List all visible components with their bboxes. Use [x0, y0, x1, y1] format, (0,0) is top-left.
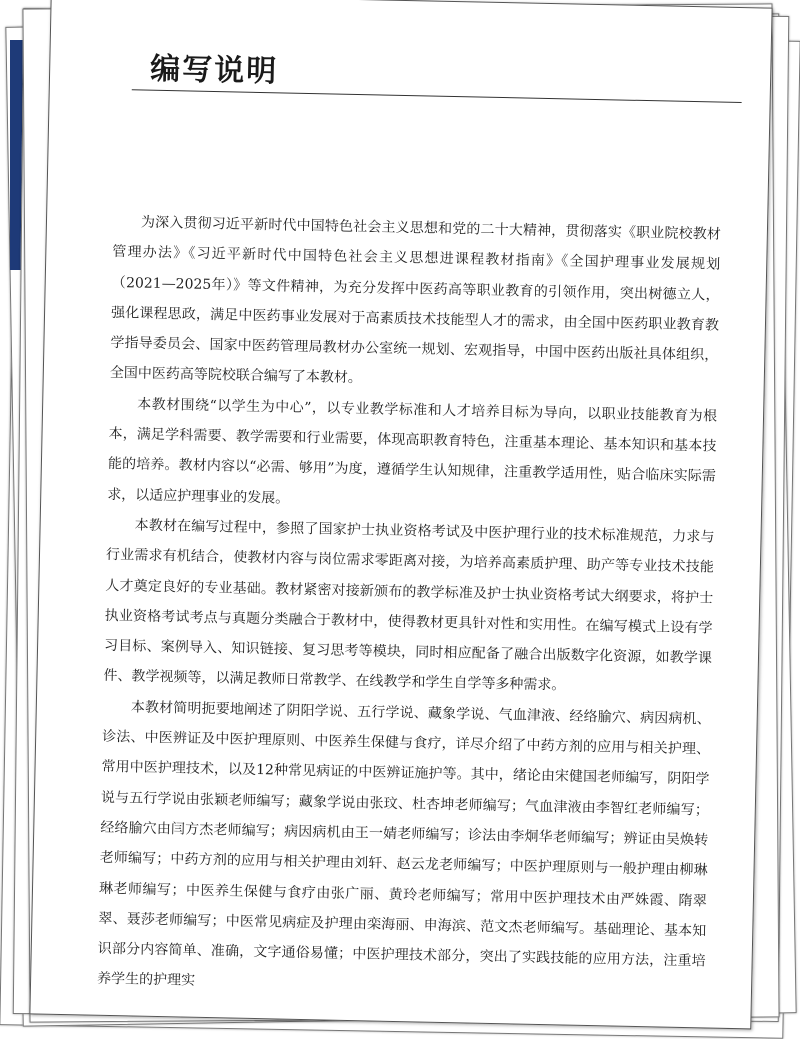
paragraph-4: 本教材简明扼要地阐述了阴阳学说、五行学说、藏象学说、气血津液、经络腧穴、病因病机、诊法、中医辨证及中医护理原则、中医养生保健与食疗，详尽介绍了中药方剂的应用与相关护理、常用中医护理技术，以及12种常见病证的中医辨证施护等。其中，绪论由宋健国老师编写，阴阳学说与五行学说由张颖老师编写；藏象学说由张玟、杜杏坤老师编写；气血津液由李智红老师编写；经络腧穴由闫方杰老师编写；病因病机由王一婧老师编写；诊法由李炯华老师编写；辨证由吴焕转老师编写；中药方剂的应用与相关护理由刘轩、赵云龙老师编写；中医护理原则与一般护理由柳琳琳老师编写；中医养生保健与食疗由张广丽、黄玲老师编写；常用中医护理技术由严姝霞、隋翠翠、聂莎老师编写；中医常见病症及护理由栾海丽、申海滨、范文杰老师编写。基础理论、基本知识部分内容简单、准确，文字通俗易懂；中医护理技术部分，突出了实践技能的应用方法，注重培养学生的护理实	[96, 699, 711, 990]
title-underline	[132, 89, 742, 103]
paragraph-2: 本教材围绕“以学生为中心”，以专业教学标准和人才培养目标为导向，以职业技能教育为根本，满足学科需要、教学需要和行业需要，体现高职教育特色，注重基本理论、基本知识和基本技能的培养。教材内容以“必需、够用”为度，遵循学生认知规律，注重教学适用性，贴合临床实际需求，以适应护理事业的发展。	[107, 396, 718, 507]
document-page	[29, 0, 772, 1029]
document-body	[97, 207, 721, 1007]
page-title: 编写说明	[149, 51, 279, 90]
paragraph-1: 为深入贯彻习近平新时代中国特色社会主义思想和党的二十大精神，贯彻落实《职业院校教材管理办法》《习近平新时代中国特色社会主义思想进课程教材指南》《全国护理事业发展规划（2021—2025年）》等文件精神，为充分发挥中医药高等职业教育的引领作用，突出树德立人，强化课程思政，满足中医药事业发展对于高素质技术技能型人才的需求，由全国中医药职业教育教学指导委员会、国家中医药管理局教材办公室统一规划、宏观指导，中国中医药出版社具体组织，全国中医药高等院校联合编写了本教材。	[109, 214, 722, 387]
paragraph-3: 本教材在编写过程中，参照了国家护士执业资格考试及中医护理行业的技术标准规范，力求与行业需求有机结合，使教材内容与岗位需求零距离对接，为培养高素质护理、助产等专业技术技能人才奠定良好的专业基础。教材紧密对接新颁布的教学标准及护士执业资格考试大纲要求，将护士执业资格考试考点与真题分类融合于教材中，使得教材更具针对性和实用性。在编写模式上设有学习目标、案例导入、知识链接、复习思考等模块，同时相应配备了融合出版数字化资源，如教学课件、教学视频等，以满足教师日常教学、在线教学和学生自学等多种需求。	[103, 517, 715, 694]
